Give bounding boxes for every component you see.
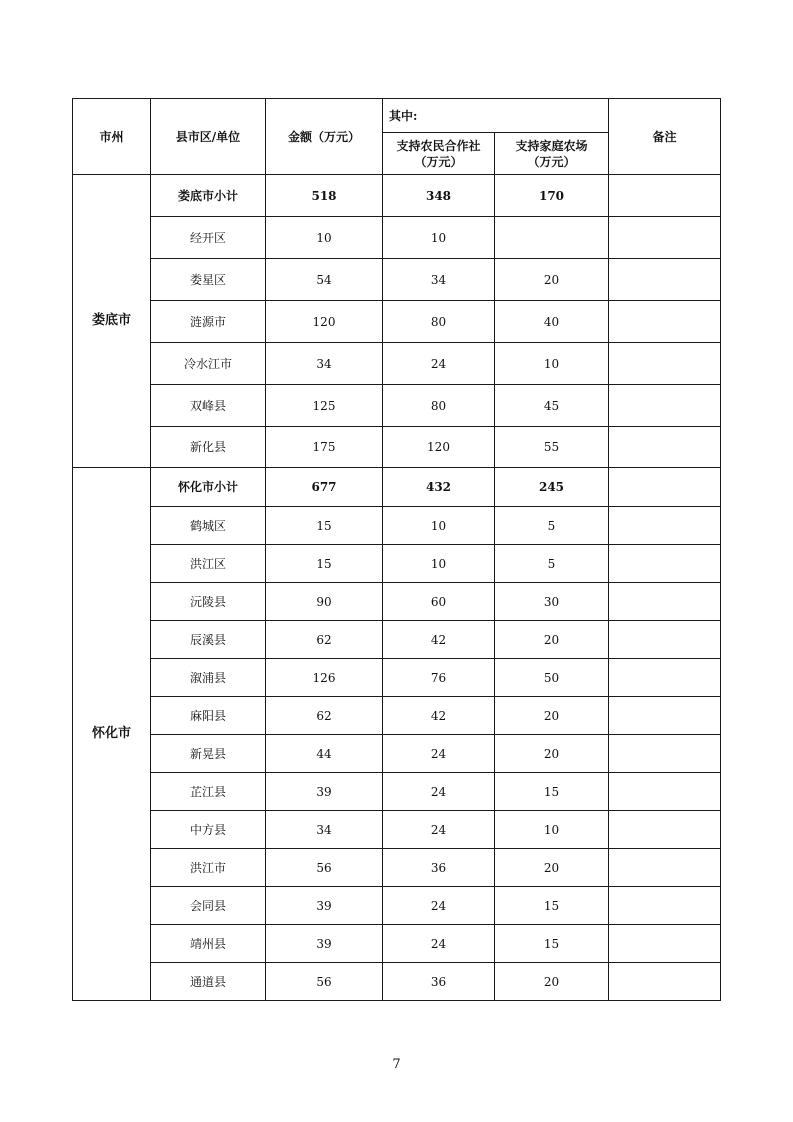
cell-farm: 245: [495, 468, 609, 507]
cell-farm: 20: [495, 735, 609, 773]
cell-farm: 5: [495, 545, 609, 583]
cell-coop: 24: [383, 343, 495, 385]
table-row: [73, 697, 721, 735]
cell-unit: 芷江县: [151, 773, 266, 811]
header-note: 备注: [609, 99, 721, 175]
cell-note: [609, 468, 721, 507]
cell-unit: 娄星区: [151, 259, 266, 301]
table-row: [73, 925, 721, 963]
cell-amount: 34: [266, 343, 383, 385]
cell-coop: 76: [383, 659, 495, 697]
cell-farm: 40: [495, 301, 609, 343]
table-row: [73, 773, 721, 811]
cell-unit: 涟源市: [151, 301, 266, 343]
table-row: [73, 963, 721, 1001]
cell-unit: 冷水江市: [151, 343, 266, 385]
cell-farm: 20: [495, 963, 609, 1001]
cell-farm: 55: [495, 427, 609, 468]
header-city: 市州: [73, 99, 151, 175]
cell-amount: 34: [266, 811, 383, 849]
cell-note: [609, 583, 721, 621]
cell-note: [609, 849, 721, 887]
cell-note: [609, 545, 721, 583]
cell-unit: 通道县: [151, 963, 266, 1001]
cell-farm: 15: [495, 925, 609, 963]
table-row: [73, 259, 721, 301]
cell-coop: 24: [383, 887, 495, 925]
cell-amount: 44: [266, 735, 383, 773]
cell-note: [609, 217, 721, 259]
cell-note: [609, 301, 721, 343]
cell-coop: 80: [383, 385, 495, 427]
cell-farm: 15: [495, 887, 609, 925]
cell-unit: 中方县: [151, 811, 266, 849]
cell-note: [609, 385, 721, 427]
cell-amount: 39: [266, 887, 383, 925]
cell-farm: 50: [495, 659, 609, 697]
cell-farm: 10: [495, 343, 609, 385]
cell-unit: 新晃县: [151, 735, 266, 773]
cell-amount: 39: [266, 773, 383, 811]
cell-farm: 10: [495, 811, 609, 849]
table-row: [73, 621, 721, 659]
cell-coop: 10: [383, 507, 495, 545]
city-cell: 娄底市: [73, 175, 151, 468]
cell-unit: 洪江区: [151, 545, 266, 583]
cell-unit: 洪江市: [151, 849, 266, 887]
cell-note: [609, 735, 721, 773]
subtotal-row: [73, 175, 721, 217]
cell-note: [609, 175, 721, 217]
table-row: [73, 507, 721, 545]
cell-coop: 34: [383, 259, 495, 301]
cell-unit: 辰溪县: [151, 621, 266, 659]
header-farm: [495, 133, 609, 175]
cell-amount: 39: [266, 925, 383, 963]
table-row: [73, 217, 721, 259]
cell-unit: 靖州县: [151, 925, 266, 963]
cell-amount: 56: [266, 963, 383, 1001]
cell-unit: 娄底市小计: [151, 175, 266, 217]
cell-note: [609, 811, 721, 849]
cell-unit: 双峰县: [151, 385, 266, 427]
cell-farm: 20: [495, 621, 609, 659]
cell-unit: 溆浦县: [151, 659, 266, 697]
cell-coop: 60: [383, 583, 495, 621]
table-row: [73, 427, 721, 468]
cell-unit: 沅陵县: [151, 583, 266, 621]
cell-amount: 125: [266, 385, 383, 427]
cell-farm: 20: [495, 849, 609, 887]
table-row: [73, 583, 721, 621]
cell-coop: 24: [383, 735, 495, 773]
cell-note: [609, 659, 721, 697]
subtotal-row: [73, 468, 721, 507]
cell-amount: 54: [266, 259, 383, 301]
table-row: [73, 301, 721, 343]
cell-note: [609, 259, 721, 301]
cell-note: [609, 621, 721, 659]
cell-coop: 24: [383, 925, 495, 963]
cell-amount: 518: [266, 175, 383, 217]
cell-farm: 45: [495, 385, 609, 427]
cell-unit: 怀化市小计: [151, 468, 266, 507]
cell-amount: 15: [266, 545, 383, 583]
cell-coop: 42: [383, 621, 495, 659]
header-coop-line2: （万元）: [414, 154, 463, 169]
cell-amount: 15: [266, 507, 383, 545]
header-farm-line2: （万元）: [527, 154, 576, 169]
cell-amount: 126: [266, 659, 383, 697]
city-cell: 怀化市: [73, 468, 151, 1001]
header-group-label: 其中:: [383, 99, 609, 133]
cell-coop: 24: [383, 773, 495, 811]
cell-amount: 120: [266, 301, 383, 343]
cell-amount: 175: [266, 427, 383, 468]
header-amount: 金额（万元）: [266, 99, 383, 175]
cell-unit: 经开区: [151, 217, 266, 259]
cell-note: [609, 507, 721, 545]
cell-amount: 62: [266, 621, 383, 659]
cell-note: [609, 427, 721, 468]
table-row: [73, 849, 721, 887]
cell-unit: 新化县: [151, 427, 266, 468]
allocation-table: [72, 98, 721, 1001]
cell-coop: 36: [383, 849, 495, 887]
cell-farm: 20: [495, 697, 609, 735]
cell-note: [609, 773, 721, 811]
header-coop-line1: 支持农民合作社: [396, 138, 481, 153]
cell-farm: 30: [495, 583, 609, 621]
cell-amount: 56: [266, 849, 383, 887]
cell-coop: 24: [383, 811, 495, 849]
table-row: [73, 545, 721, 583]
cell-farm: 170: [495, 175, 609, 217]
table-row: [73, 735, 721, 773]
table-row: [73, 887, 721, 925]
cell-note: [609, 343, 721, 385]
table-row: [73, 659, 721, 697]
cell-coop: 10: [383, 217, 495, 259]
cell-coop: 432: [383, 468, 495, 507]
cell-note: [609, 963, 721, 1001]
cell-coop: 80: [383, 301, 495, 343]
page-number: 7: [392, 1057, 401, 1072]
cell-amount: 10: [266, 217, 383, 259]
cell-coop: 348: [383, 175, 495, 217]
cell-amount: 62: [266, 697, 383, 735]
cell-note: [609, 697, 721, 735]
cell-farm: 20: [495, 259, 609, 301]
cell-coop: 10: [383, 545, 495, 583]
cell-amount: 90: [266, 583, 383, 621]
cell-note: [609, 887, 721, 925]
cell-coop: 36: [383, 963, 495, 1001]
cell-unit: 麻阳县: [151, 697, 266, 735]
cell-farm: 15: [495, 773, 609, 811]
cell-amount: 677: [266, 468, 383, 507]
cell-coop: 120: [383, 427, 495, 468]
table-row: [73, 343, 721, 385]
cell-unit: 鹤城区: [151, 507, 266, 545]
header-unit: 县市区/单位: [151, 99, 266, 175]
header-coop: [383, 133, 495, 175]
cell-farm: 5: [495, 507, 609, 545]
cell-coop: 42: [383, 697, 495, 735]
cell-unit: 会同县: [151, 887, 266, 925]
cell-note: [609, 925, 721, 963]
table-row: [73, 811, 721, 849]
cell-farm: [495, 217, 609, 259]
header-farm-line1: 支持家庭农场: [515, 138, 588, 153]
table-row: [73, 385, 721, 427]
